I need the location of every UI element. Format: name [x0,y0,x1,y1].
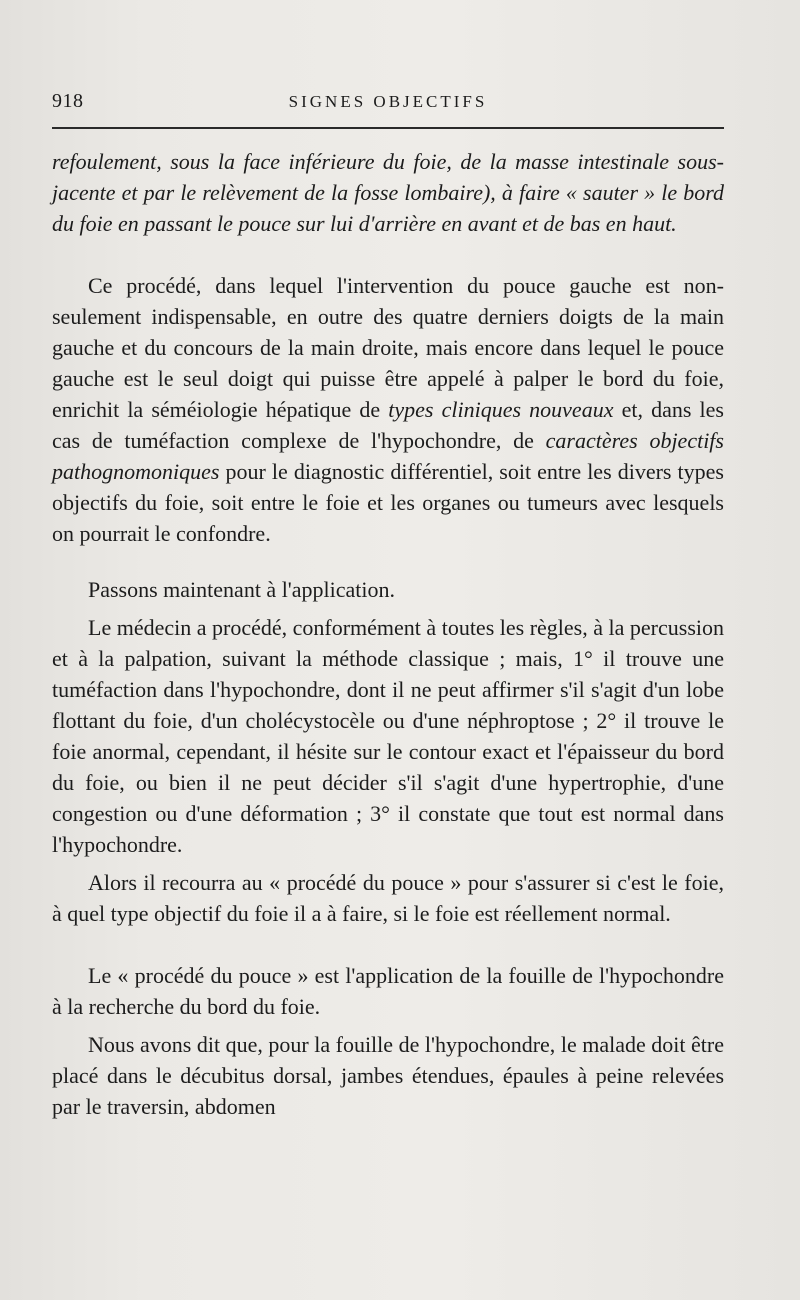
paragraph-procede-part3: pour le diagnostic différentiel, soit entre les divers types objectifs du foie, soit entre le foie et les organes ou tumeurs avec lesquels on pourrait le confondre. [52,459,724,546]
page-number: 918 [52,90,84,112]
paragraph-alors: Alors il recourra au « procédé du pouce » pour s'assurer si c'est le foie, à quel type objectif du foie il a à faire, si le foie est réellement normal. [52,870,724,926]
running-title: SIGNES OBJECTIFS [288,92,488,111]
page-header [52,90,724,120]
paragraph-definition: Le « procédé du pouce » est l'application de la fouille de l'hypochondre à la recherche du bord du foie. [52,963,724,1019]
header-rule [52,127,724,129]
paragraph-procede [52,270,724,549]
paragraph-decubitus: Nous avons dit que, pour la fouille de l'hypochondre, le malade doit être placé dans le décubitus dorsal, jambes étendues, épaules à peine relevées par le traversin, abdomen [52,1032,724,1119]
paragraph-continuation: refoulement, sous la face inférieure du foie, de la masse intestinale sous-jacente et par le relèvement de la fosse lombaire), à faire « sauter » le bord du foie en passant le pouce sur lui d'arrière en avant et de bas en haut. [52,149,724,236]
paragraph-medecin: Le médecin a procédé, conformément à toutes les règles, à la percussion et à la palpation, suivant la méthode classique ; mais, 1° il trouve une tuméfaction dans l'hypochondre, dont il ne peut affirmer s'il s'agit d'un lobe flottant du foie, d'un cholécystocèle ou d'une néphroptose ; 2° il trouve le foie anormal, cependant, il hésite sur le contour exact et l'épaisseur du bord du foie, ou bien il ne peut décider s'il s'agit d'une hypertrophie, d'une congestion ou d'une déformation ; 3° il constate que tout est normal dans l'hypochondre. [52,615,724,857]
paragraph-procede-part2: et, dans les cas de tuméfaction complexe de l'hypochondre, de [52,397,724,453]
emphasis-types-cliniques: types cliniques nouveaux [388,397,614,422]
paragraph-procede-part1: Ce procédé, dans lequel l'intervention du pouce gauche est non-seulement indispensable, en outre des quatre derniers doigts de la main gauche et du concours de la main droite, mais encore dans lequel le pouce gauche est le seul doigt qui puisse être appelé à palper le bord du foie, enrichit la séméiologie hépatique de [52,273,724,422]
paragraph-application: Passons maintenant à l'application. [88,577,396,602]
page-body [52,146,724,1122]
emphasis-caracteres-objectifs: caractères objectifs pathognomoniques [52,428,724,484]
